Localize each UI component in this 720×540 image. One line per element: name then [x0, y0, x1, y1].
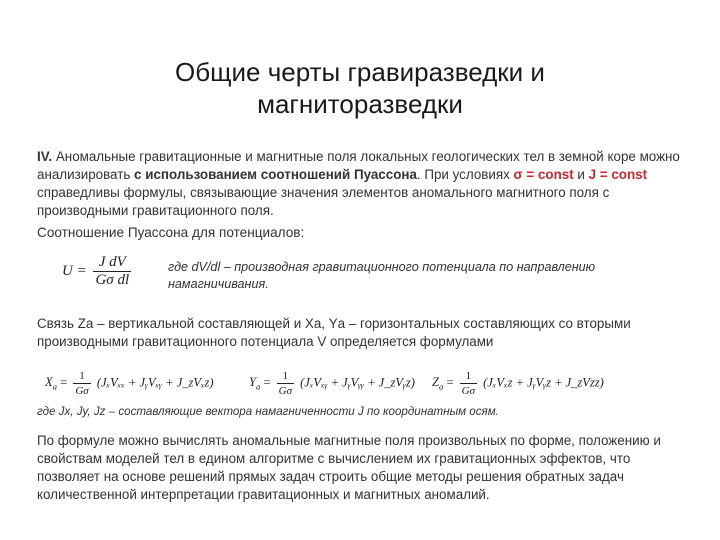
ya-num: 1 — [277, 369, 294, 384]
ya-den: Gσ — [278, 385, 293, 397]
xa-subscript: a — [52, 381, 58, 392]
intro-text-3: и — [573, 167, 589, 182]
ya-fraction — [277, 369, 294, 398]
title-line-2: магниторазведки — [257, 89, 463, 119]
formula-xa — [45, 369, 214, 398]
poisson-formula — [62, 254, 134, 289]
paragraph-components: Связь Zа – вертикальной составляющей и Xа, Yа – горизонтальных составляющих со вторыми производными гравитационного потенциала V определяется формулами — [37, 316, 631, 349]
ya-subscript: a — [255, 381, 261, 392]
za-num: 1 — [460, 369, 477, 384]
formula-ya — [249, 369, 415, 398]
roman-numeral: IV. — [37, 149, 53, 164]
note-derivative: где dV/dl – производная гравитационного потенциала по направлению намагничивания. — [168, 260, 596, 291]
formula-ya-lhs — [249, 375, 261, 392]
condition-sigma: σ = const — [513, 167, 574, 182]
intro-text-4: справедливы формулы, связывающие значения элементов аномального магнитного поля с производными гравитационного поля. — [37, 185, 610, 218]
xa-body: (JₓVₓₓ + JᵧVₓᵧ + J_zVₓz) — [96, 375, 214, 390]
poisson-highlight: с использованием соотношений Пуассона — [134, 167, 417, 182]
xa-equals: = — [60, 375, 68, 390]
formula-lhs: U = — [62, 262, 87, 279]
intro-text-2: . При условиях — [416, 167, 514, 182]
title-line-1: Общие черты гравиразведки и — [175, 57, 545, 87]
formula-za — [432, 369, 604, 398]
za-den: Gσ — [461, 385, 476, 397]
slide-title — [0, 56, 720, 120]
paragraph-intro — [37, 148, 687, 220]
poisson-heading: Соотношение Пуассона для потенциалов: — [37, 225, 305, 240]
paragraph-conclusion: По формуле можно вычислять аномальные магнитные поля произвольных по форме, положению и свойствам моделей тел в едином алгоритме с вычислением их гравитационных эффектов, что позволяет на основе решений прямых задач строить общие методы решения обратных задач количественной интерпретации гравитационных и магнитных аномалий. — [37, 433, 661, 502]
za-fraction — [460, 369, 477, 398]
za-subscript: a — [438, 381, 444, 392]
formula-numerator: J dV — [93, 254, 131, 272]
xa-num: 1 — [73, 369, 90, 384]
ya-equals: = — [263, 375, 271, 390]
formula-denominator: Gσ dl — [95, 272, 130, 288]
ya-symbol: Y — [249, 375, 256, 390]
xa-symbol: X — [45, 375, 53, 390]
condition-j: J = const — [588, 167, 648, 182]
xa-fraction — [73, 369, 90, 398]
za-equals: = — [446, 375, 454, 390]
formula-xa-lhs — [45, 375, 58, 392]
za-symbol: Z — [432, 375, 439, 390]
formula-fraction — [93, 254, 131, 289]
intro-text-1: Аномальные гравитационные и магнитные поля локальных геологических тел в земной коре можно анализировать — [37, 149, 680, 182]
formula-za-lhs — [432, 375, 444, 392]
ya-body: (JₓVₓᵧ + JᵧVᵧᵧ + J_zVᵧz) — [300, 375, 415, 390]
xa-den: Gσ — [75, 385, 89, 397]
note-magnetization: где Jx, Jy, Jz – составляющие вектора намагниченности J по координатным осям. — [37, 405, 499, 418]
za-body: (JₓVₓz + JᵧVᵧz + J_zVzz) — [483, 375, 604, 390]
